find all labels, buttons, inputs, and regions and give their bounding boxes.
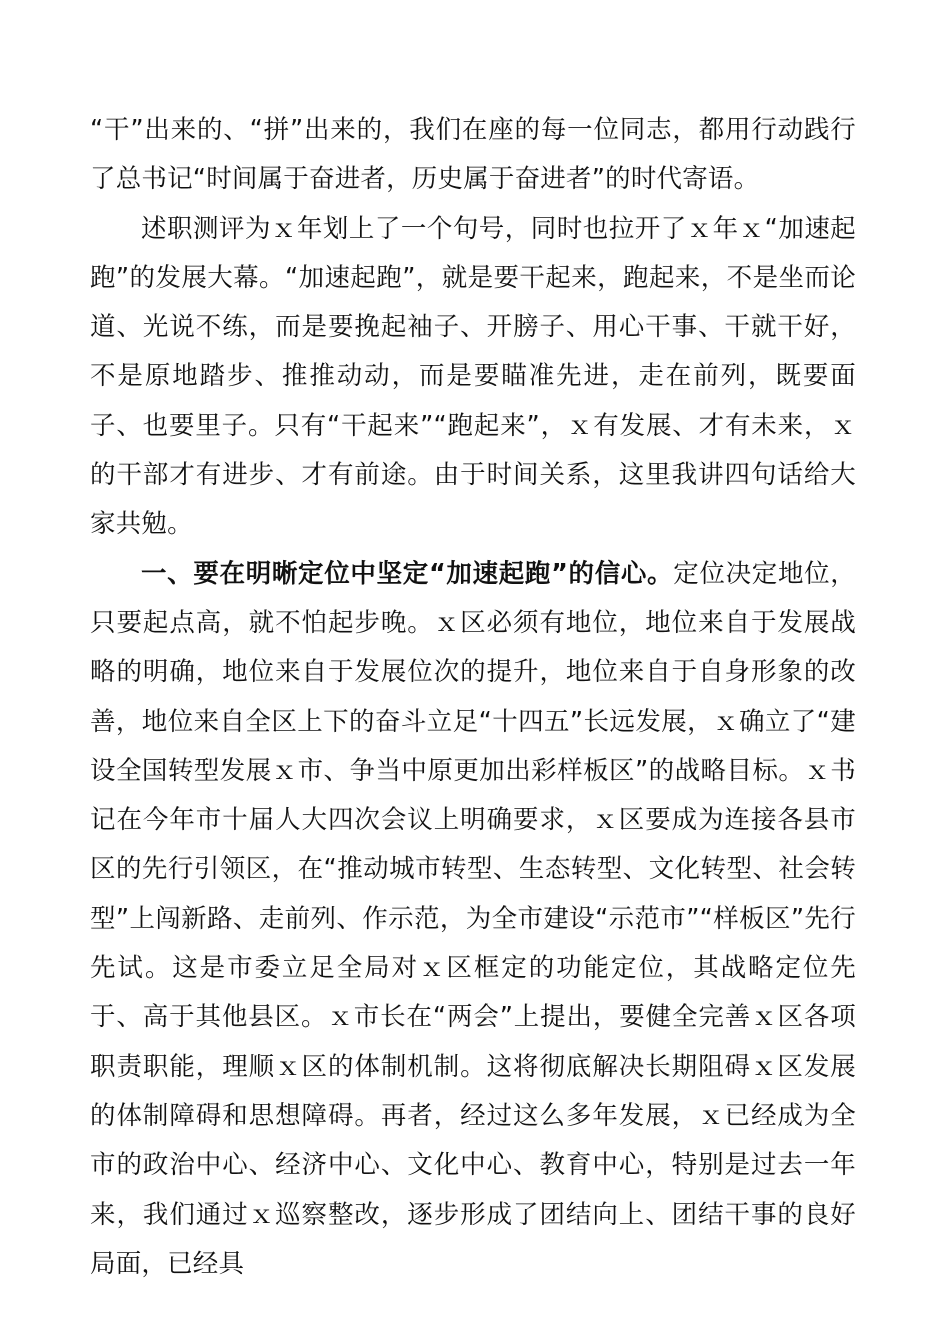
paragraph-section-one [90,550,856,1289]
paragraph-text: 定位决定地位，只要起点高，就不怕起步晚。ｘ区必须有地位，地位来自于发展战略的明确，地位来自于发展位次的提升，地位来自于自身形象的改善，地位来自全区上下的奋斗立足“十四五”长远发展，ｘ确立了“建设全国转型发展ｘ市、争当中原更加出彩样板区”的战略目标。ｘ书记在今年市十届人大四次会议上明确要求，ｘ区要成为连接各县市区的先行引领区，在“推动城市转型、生态转型、文化转型、社会转型”上闯新路、走前列、作示范，为全市建设“示范市”“样板区”先行先试。这是市委立足全局对ｘ区框定的功能定位，其战略定位先于、高于其他县区。ｘ市长在“两会”上提出，要健全完善ｘ区各项职责职能，理顺ｘ区的体制机制。这将彻底解决长期阻碍ｘ区发展的体制障碍和思想障碍。再者，经过这么多年发展，ｘ已经成为全市的政治中心、经济中心、文化中心、教育中心，特别是过去一年来，我们通过ｘ巡察整改，逐步形成了团结向上、团结干事的良好局面，已经具 [90,558,856,1279]
paragraph-text: “干”出来的、“拼”出来的，我们在座的每一位同志，都用行动践行了总书记“时间属于奋进者，历史属于奋进者”的时代寄语。 [90,115,856,195]
paragraph-continuation [90,106,856,205]
section-heading: 一、要在明晰定位中坚定“加速起跑”的信心。 [141,558,674,589]
paragraph-body [90,205,856,550]
paragraph-text: 述职测评为ｘ年划上了一个句号，同时也拉开了ｘ年ｘ“加速起跑”的发展大幕。“加速起跑”，就是要干起来，跑起来，不是坐而论道、光说不练，而是要挽起袖子、开膀子、用心干事、干就干好，不是原地踏步、推推动动，而是要瞄准先进，走在前列，既要面子、也要里子。只有“干起来”“跑起来”，ｘ有发展、才有未来，ｘ的干部才有进步、才有前途。由于时间关系，这里我讲四句话给大家共勉。 [90,213,856,540]
document-page [90,106,856,1289]
